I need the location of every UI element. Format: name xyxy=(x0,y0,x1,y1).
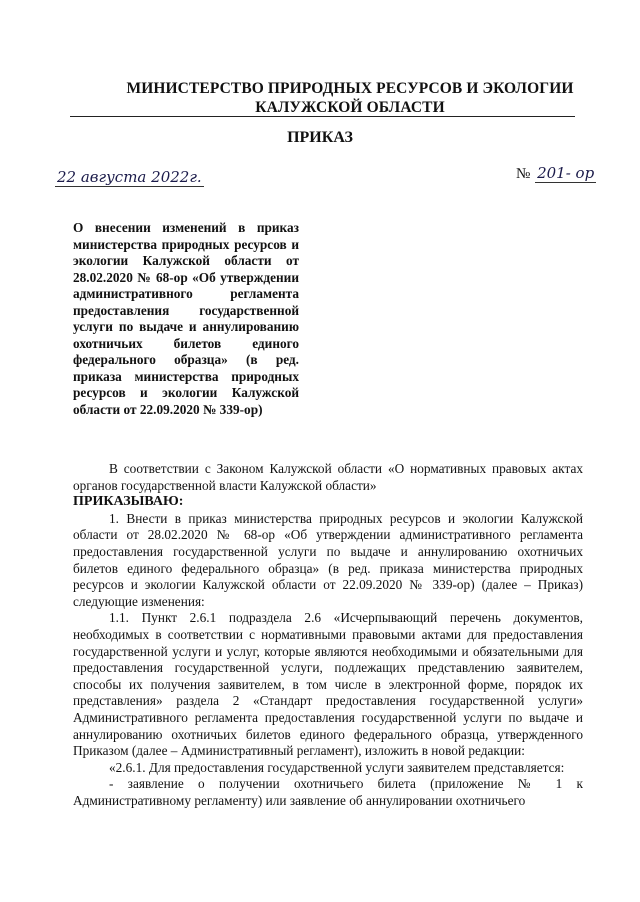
document-type-title: ПРИКАЗ xyxy=(287,129,353,146)
ministry-name-line1: МИНИСТЕРСТВО ПРИРОДНЫХ РЕСУРСОВ И ЭКОЛОГИИ xyxy=(126,80,574,97)
order-body xyxy=(73,461,583,809)
paragraph-1-1: 1.1. Пункт 2.6.1 подраздела 2.6 «Исчерпывающий перечень документов, необходимых в соответствии с нормативными правовыми актами для предоставления государственной услуги и услуг, которые являются необходимыми и обязательными для предоставления государственной услуги, подлежащих представлению заявителем, способы их получения заявителем, в том числе в электронной форме, порядок их представления» раздела 2 «Стандарт предоставления государственной услуги» Административного регламента предоставления государственной услуги по выдаче и аннулированию охотничьих билетов единого федерального образца, утвержденного Приказом (далее – Административный регламент), изложить в новой редакции: xyxy=(73,610,583,759)
order-date xyxy=(55,168,204,186)
preamble-paragraph: В соответствии с Законом Калужской области «О нормативных правовых актах органов государственной власти Калужской области» xyxy=(73,461,583,493)
paragraph-1: 1. Внести в приказ министерства природных ресурсов и экологии Калужской области от 28.02.2020 № 68-ор «Об утверждении административного регламента предоставления государственной услуги по выдаче и аннулированию охотничьих билетов единого федерального образца» (в ред. приказа министерства природных ресурсов и экологии Калужской области от 22.09.2020 № 339-ор) (далее – Приказ) следующие изменения: xyxy=(73,510,583,609)
order-number-value: 201- ор xyxy=(537,164,595,182)
order-directive: ПРИКАЗЫВАЮ: xyxy=(73,494,184,510)
order-number-prefix: № xyxy=(516,166,531,182)
ministry-name-line2: КАЛУЖСКОЙ ОБЛАСТИ xyxy=(255,99,445,116)
order-number xyxy=(516,164,596,183)
order-subject: О внесении изменений в приказ министерства природных ресурсов и экологии Калужской области от 28.02.2020 № 68-ор «Об утверждении административного регламента предоставления государственной услуги по выдаче и аннулированию охотничьих билетов единого федерального образца» (в ред. приказа министерства природных ресурсов и экологии Калужской области от 22.09.2020 № 339-ор) xyxy=(73,220,299,418)
paragraph-2-6-1: «2.6.1. Для предоставления государственной услуги заявителем представляется: xyxy=(109,759,565,775)
header-divider xyxy=(70,116,575,117)
list-item: - заявление о получении охотничьего билета (приложение № 1 к Административному регламенту) или заявление об аннулировании охотничьего xyxy=(73,776,583,808)
order-date-value: 22 августа 2022г. xyxy=(57,168,202,186)
ministry-name xyxy=(60,79,640,117)
